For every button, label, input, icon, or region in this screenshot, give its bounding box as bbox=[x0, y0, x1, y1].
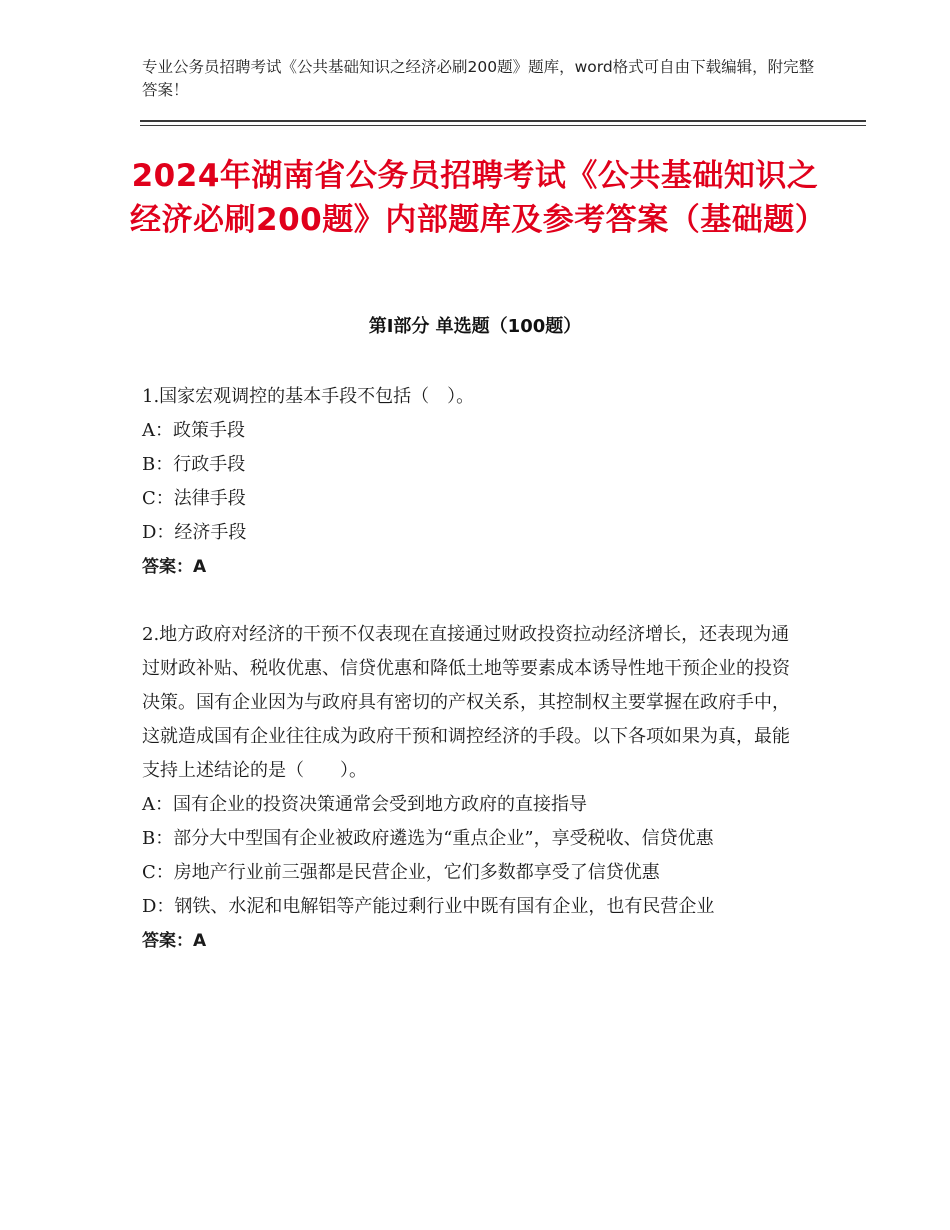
question-option-d: D：钢铁、水泥和电解铝等产能过剩行业中既有国有企业，也有民营企业 bbox=[142, 896, 715, 917]
question-answer bbox=[142, 924, 807, 958]
question-stem: 1.国家宏观调控的基本手段不包括（ ）。 bbox=[142, 386, 475, 407]
answer-label: 答案： bbox=[142, 557, 193, 577]
question-answer bbox=[142, 550, 807, 584]
question-option-c: C：房地产行业前三强都是民营企业，它们多数都享受了信贷优惠 bbox=[142, 862, 660, 883]
question-option-b: B：行政手段 bbox=[142, 454, 246, 475]
question-option-b: B：部分大中型国有企业被政府遴选为“重点企业”，享受税收、信贷优惠 bbox=[142, 828, 714, 849]
question-option-a: A：国有企业的投资决策通常会受到地方政府的直接指导 bbox=[142, 794, 587, 815]
question-option-a: A：政策手段 bbox=[142, 420, 245, 441]
header-divider-thin bbox=[140, 125, 866, 126]
answer-value: A bbox=[193, 931, 207, 951]
section-heading: 第I部分 单选题（100题） bbox=[368, 316, 582, 337]
header-note: 专业公务员招聘考试《公共基础知识之经济必刷200题》题库，word格式可自由下载编辑，附完整答案！ bbox=[142, 58, 815, 99]
question-item bbox=[142, 618, 807, 958]
question-option-d: D：经济手段 bbox=[142, 522, 247, 543]
header-divider-thick bbox=[140, 120, 866, 122]
question-item bbox=[142, 380, 807, 584]
answer-value: A bbox=[193, 557, 207, 577]
answer-label: 答案： bbox=[142, 931, 193, 951]
document-title: 2024年湖南省公务员招聘考试《公共基础知识之经济必刷200题》内部题库及参考答案（基础题） bbox=[130, 158, 827, 238]
question-option-c: C：法律手段 bbox=[142, 488, 246, 509]
question-stem: 2.地方政府对经济的干预不仅表现在直接通过财政投资拉动经济增长，还表现为通过财政补贴、税收优惠、信贷优惠和降低土地等要素成本诱导性地干预企业的投资决策。国有企业因为与政府具有密切的产权关系，其控制权主要掌握在政府手中，这就造成国有企业往往成为政府干预和调控经济的手段。以下各项如果为真，最能支持上述结论的是（ ）。 bbox=[142, 624, 790, 781]
